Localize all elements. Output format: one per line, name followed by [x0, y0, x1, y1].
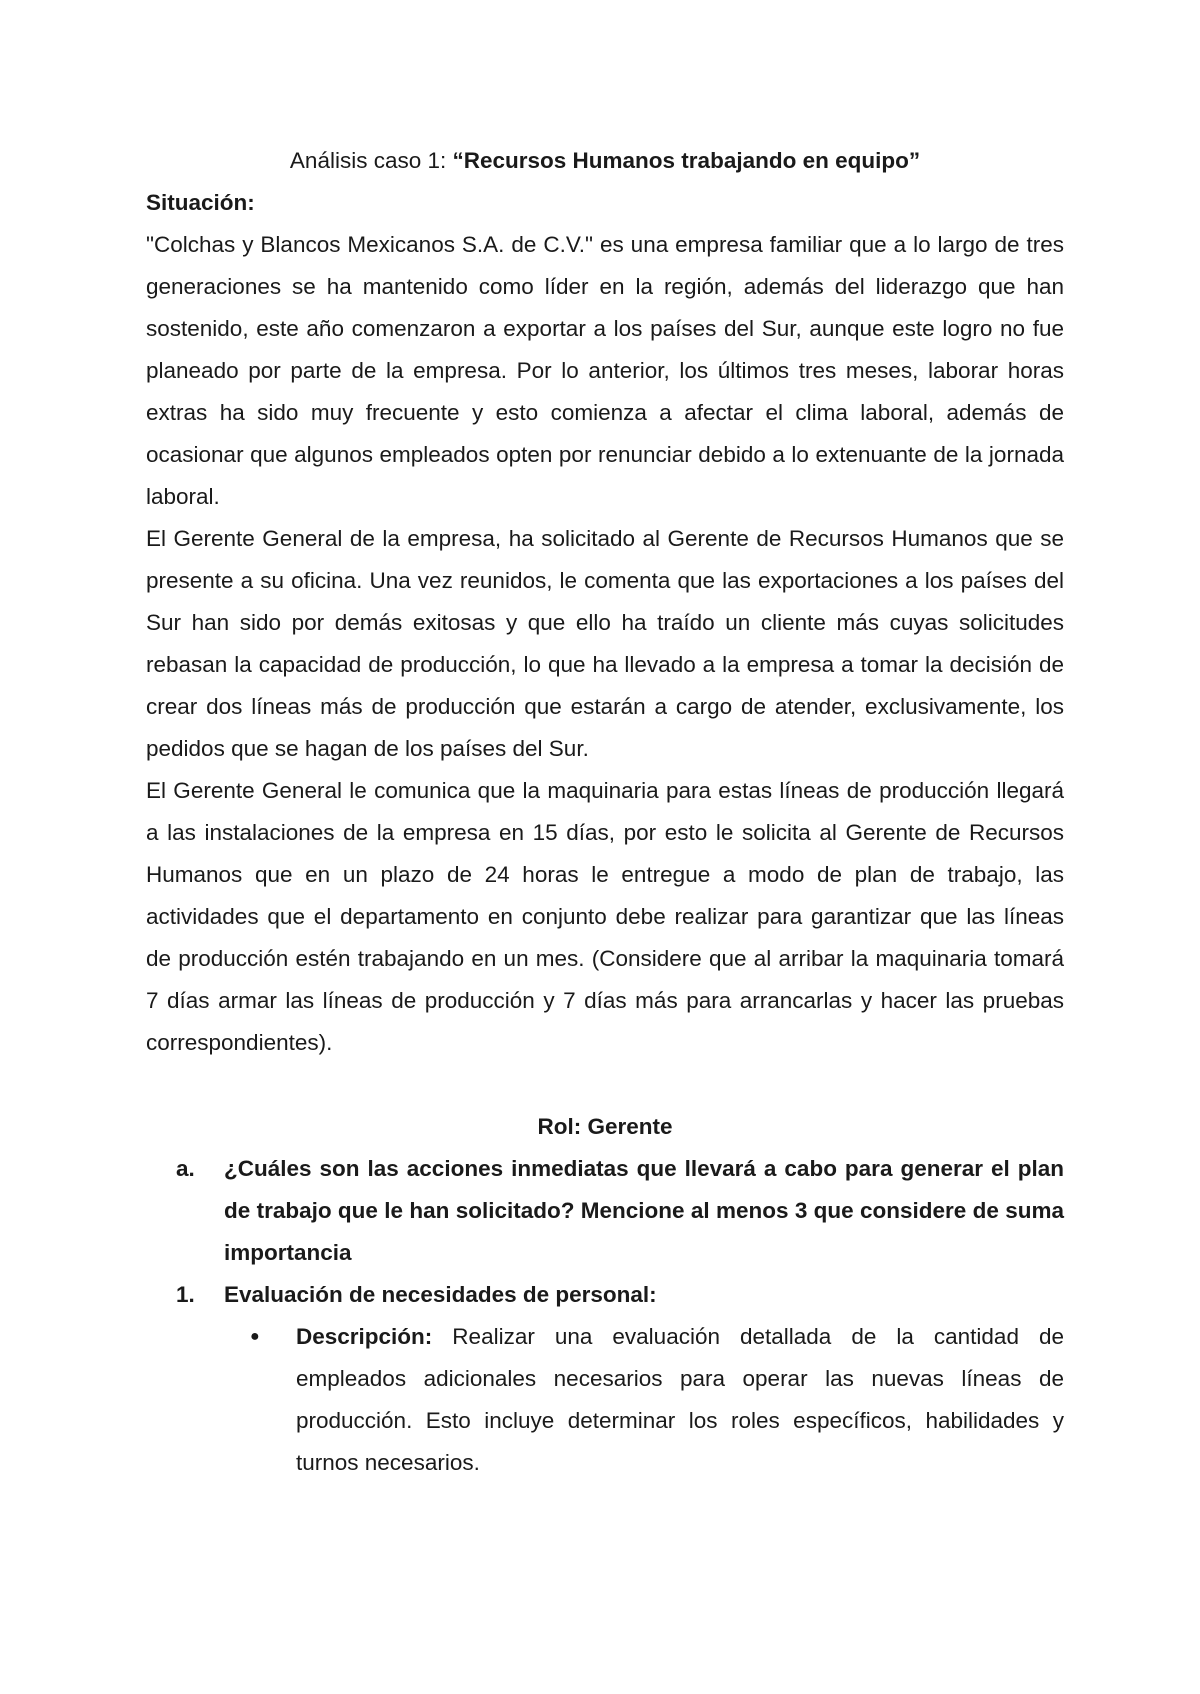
question-item — [146, 1148, 1064, 1274]
bullet-label: Descripción: — [296, 1324, 433, 1349]
action-number: 1. — [176, 1282, 195, 1307]
situation-paragraph-2: El Gerente General de la empresa, ha solicitado al Gerente de Recursos Humanos que se presente a su oficina. Una vez reunidos, le comenta que las exportaciones a los países del Sur han sido por demás exitosas y que ello ha traído un cliente más cuyas solicitudes rebasan la capacidad de producción, lo que ha llevado a la empresa a tomar la decisión de crear dos líneas más de producción que estarán a cargo de atender, exclusivamente, los pedidos que se hagan de los países del Sur. — [146, 526, 1064, 761]
blank-line — [146, 1064, 1064, 1106]
bullet-icon: ● — [250, 1328, 260, 1345]
action-item-1 — [146, 1274, 1064, 1316]
bullet-text — [296, 1316, 1064, 1484]
situation-paragraph-3: El Gerente General le comunica que la maquinaria para estas líneas de producción llegará a las instalaciones de la empresa en 15 días, por esto le solicita al Gerente de Recursos Humanos que en un plazo de 24 horas le entregue a modo de plan de trabajo, las actividades que el departamento en conjunto debe realizar para garantizar que las líneas de producción estén trabajando en un mes. (Considere que al arribar la maquinaria tomará 7 días armar las líneas de producción y 7 días más para arrancarlas y hacer las pruebas correspondientes). — [146, 778, 1064, 1055]
situation-paragraph-1: "Colchas y Blancos Mexicanos S.A. de C.V." es una empresa familiar que a lo largo de tres generaciones se ha mantenido como líder en la región, además del liderazgo que han sostenido, este año comenzaron a exportar a los países del Sur, aunque este logro no fue planeado por parte de la empresa. Por lo anterior, los últimos tres meses, laborar horas extras ha sido muy frecuente y esto comienza a afectar el clima laboral, además de ocasionar que algunos empleados opten por renunciar debido a lo extenuante de la jornada laboral. — [146, 232, 1064, 509]
action-title: Evaluación de necesidades de personal: — [224, 1282, 657, 1307]
action-bullet — [246, 1316, 1064, 1484]
title-prefix: Análisis caso 1: — [289, 148, 453, 173]
question-text: ¿Cuáles son las acciones inmediatas que llevará a cabo para generar el plan de trabajo que le han solicitado? Mencione al menos 3 que considere de suma importancia — [224, 1156, 1064, 1265]
role-heading: Rol: Gerente — [537, 1114, 673, 1139]
bullet-description: Realizar una evaluación detallada de la cantidad de empleados adicionales necesarios para operar las nuevas líneas de producción. Esto incluye determinar los roles específicos, habilidades y turnos necesarios. — [296, 1324, 1064, 1475]
document-page — [146, 140, 1064, 1484]
question-marker: a. — [176, 1156, 195, 1181]
situation-heading: Situación: — [146, 190, 255, 215]
document-title — [146, 140, 1064, 182]
title-quoted: “Recursos Humanos trabajando en equipo” — [452, 148, 921, 173]
